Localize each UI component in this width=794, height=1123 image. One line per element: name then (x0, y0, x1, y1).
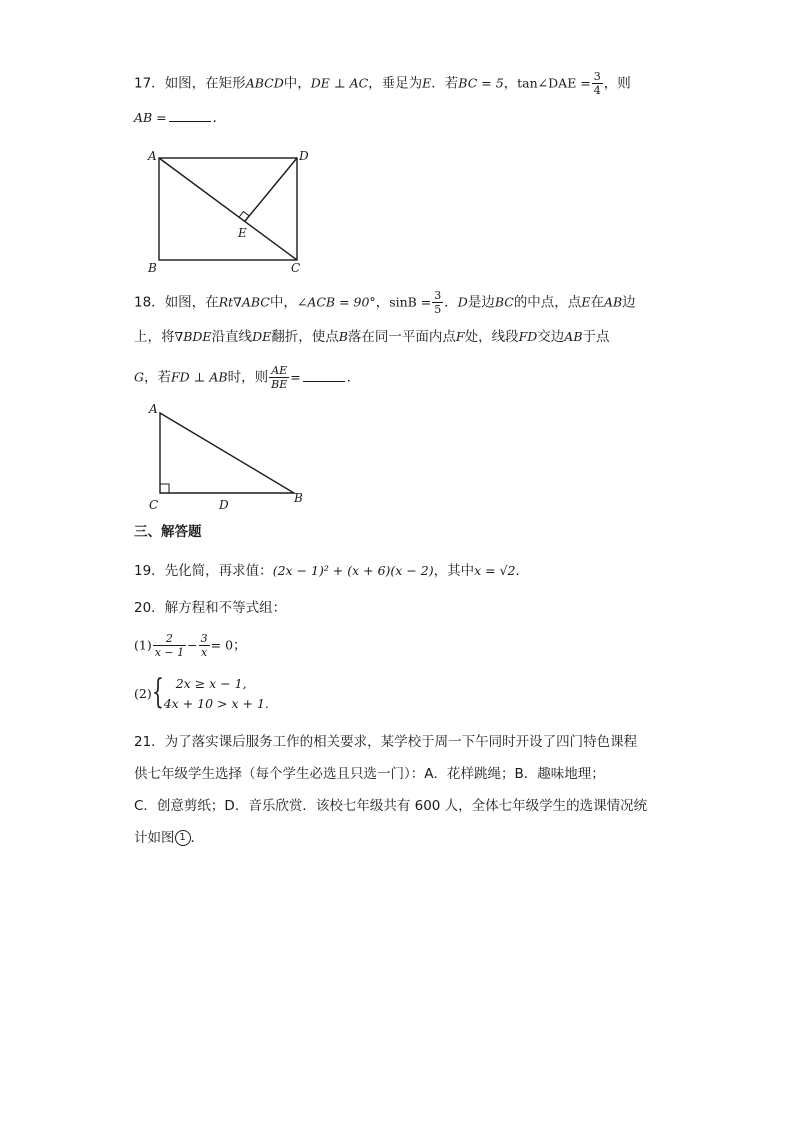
q17-perp: DE ⊥ AC (310, 75, 369, 91)
q18-text: 如图，在 (164, 294, 219, 311)
q18-point-g: G (134, 369, 144, 385)
q18-ratio-den: BE (271, 378, 288, 391)
q20-inequality-1: 2x ≥ x − 1, (175, 676, 247, 691)
q17-answer-blank (169, 108, 211, 122)
q17-line1 (134, 70, 631, 97)
q18-fd: FD (518, 329, 538, 344)
q19-condition: x = √2 (474, 563, 516, 578)
q18-number: 18． (134, 294, 165, 311)
q20-line (134, 598, 286, 618)
q18-ratio-fraction (269, 364, 289, 391)
diagonal-ac (159, 158, 297, 260)
label-c: C (291, 261, 301, 275)
q19-line (134, 561, 529, 581)
right-angle-mark (160, 484, 169, 493)
q18-line3 (134, 364, 360, 391)
q17-ask: AB = (134, 110, 167, 125)
q18-text: 边 (622, 294, 636, 311)
q20-inequality-2: 4x + 10 > x + 1. (163, 696, 269, 711)
q18-bc: BC (494, 294, 514, 310)
label-e: E (238, 226, 247, 240)
q18-text: ，若 (144, 369, 171, 386)
q21-line2: 供七年级学生选择（每个学生必选且只选一门）：A．花样跳绳；B．趣味地理； (134, 766, 605, 782)
q21-line4 (134, 828, 204, 848)
right-angle-mark (239, 212, 249, 221)
q18-text: 上，将 (134, 329, 175, 345)
q18-frac-num: 3 (434, 289, 442, 302)
q18-point-d: D (457, 294, 468, 310)
q18-sin: sinB = (389, 294, 432, 310)
label-d: D (299, 149, 309, 163)
q18-perp: FD ⊥ AB (171, 369, 228, 385)
q18-text: 于点 (582, 329, 610, 345)
q17-bc: BC = 5 (458, 75, 504, 91)
q19-end: ． (515, 563, 529, 579)
q20-part2-label: (2) (134, 686, 152, 701)
q17-text: ．若 (431, 75, 459, 92)
q17-text: ， (503, 75, 518, 92)
q17-text: ，垂足为 (368, 75, 423, 92)
q18-point-e: E (581, 294, 591, 310)
q17-foot: E (422, 75, 432, 91)
q20-part1 (134, 632, 247, 659)
q20-eq-zero: = 0 (210, 637, 234, 653)
q20-frac1 (153, 632, 186, 659)
label-c: C (149, 498, 159, 512)
q18-end: ． (346, 369, 361, 386)
q17-frac-num: 3 (593, 70, 601, 83)
q18-text: ． (444, 294, 458, 311)
q20-text: 解方程和不等式组： (164, 600, 287, 616)
q18-de: DE (252, 329, 272, 344)
q17-number: 17． (134, 75, 165, 92)
triangle-abc (160, 413, 294, 493)
label-a: A (148, 149, 157, 163)
q18-triangle-bde: ∇BDE (174, 329, 212, 344)
q19-text: ，其中 (433, 563, 475, 579)
q18-triangle: Rt∇ABC (218, 294, 270, 310)
q18-line1 (134, 289, 636, 316)
q18-text: 落在同一平面内点 (347, 329, 456, 345)
q20-frac2-num: 3 (200, 632, 208, 645)
q17-tan: tan∠DAE = (517, 75, 591, 91)
label-d: D (219, 498, 229, 512)
circled-one-icon: 1 (175, 830, 191, 846)
q18-text: 在 (590, 294, 604, 311)
q21-text: 计如图 (134, 830, 175, 846)
q20-number: 20． (134, 600, 165, 616)
left-brace-icon: { (151, 672, 164, 712)
label-a: A (149, 402, 158, 416)
q18-ab: AB (603, 294, 623, 310)
q18-triangle-figure (140, 398, 320, 514)
q18-text: 中， (269, 294, 297, 311)
q17-text: 中， (283, 75, 311, 92)
q18-text: 的中点，点 (513, 294, 582, 311)
q17-text: 如图，在矩形 (164, 75, 246, 92)
q18-line2 (134, 327, 610, 347)
section-heading: 三、解答题 (134, 524, 202, 540)
q20-minus: − (187, 637, 198, 653)
q18-point-b: B (338, 329, 348, 344)
q17-fraction (592, 70, 603, 97)
q18-text: 处，线段 (464, 329, 519, 345)
q19-text: 先化简，再求值： (164, 563, 273, 579)
q17-end: ． (212, 110, 227, 126)
q18-text: ， (375, 294, 390, 311)
q20-inequality-system (152, 674, 269, 714)
q17-rect: ABCD (245, 75, 284, 91)
q18-fraction (432, 289, 443, 316)
q17-rectangle-figure (140, 142, 320, 278)
segment-de (245, 158, 297, 221)
q18-text: 沿直线 (211, 329, 253, 345)
q18-text: 交边 (537, 329, 565, 345)
q18-text: 是边 (467, 294, 495, 311)
q19-expression: (2x − 1)² + (x + 6)(x − 2) (272, 563, 434, 578)
q20-frac2-den: x (201, 646, 208, 659)
q21-end: ． (190, 830, 204, 846)
q20-frac2 (199, 632, 210, 659)
q20-part2 (134, 674, 269, 714)
q19-number: 19． (134, 563, 165, 579)
q18-text: 翻折，使点 (271, 329, 339, 345)
q21-line3: C．创意剪纸；D．音乐欣赏．该校七年级共有 600 人，全体七年级学生的选课情况统 (134, 798, 648, 814)
q18-answer-blank (303, 368, 345, 382)
q18-text: 时，则 (227, 369, 269, 386)
q20-frac1-num: 2 (153, 632, 186, 646)
q18-angle: ∠ACB = 90° (296, 294, 376, 310)
label-b: B (294, 491, 303, 505)
q18-point-f: F (455, 329, 465, 344)
q18-ab: AB (564, 329, 583, 344)
q17-line2 (134, 108, 226, 128)
q20-part1-label: (1) (134, 637, 152, 653)
q20-end: ； (233, 637, 247, 654)
q18-frac-den: 5 (434, 303, 442, 316)
q20-frac1-den: x − 1 (154, 646, 185, 659)
q21-line1: 21．为了落实课后服务工作的相关要求，某学校于周一下午同时开设了四门特色课程 (134, 734, 638, 750)
q17-frac-den: 4 (593, 84, 601, 97)
q17-text: ，则 (603, 75, 631, 92)
label-b: B (148, 261, 157, 275)
q18-eq: = (290, 369, 301, 385)
q18-ratio-num: AE (269, 364, 289, 378)
